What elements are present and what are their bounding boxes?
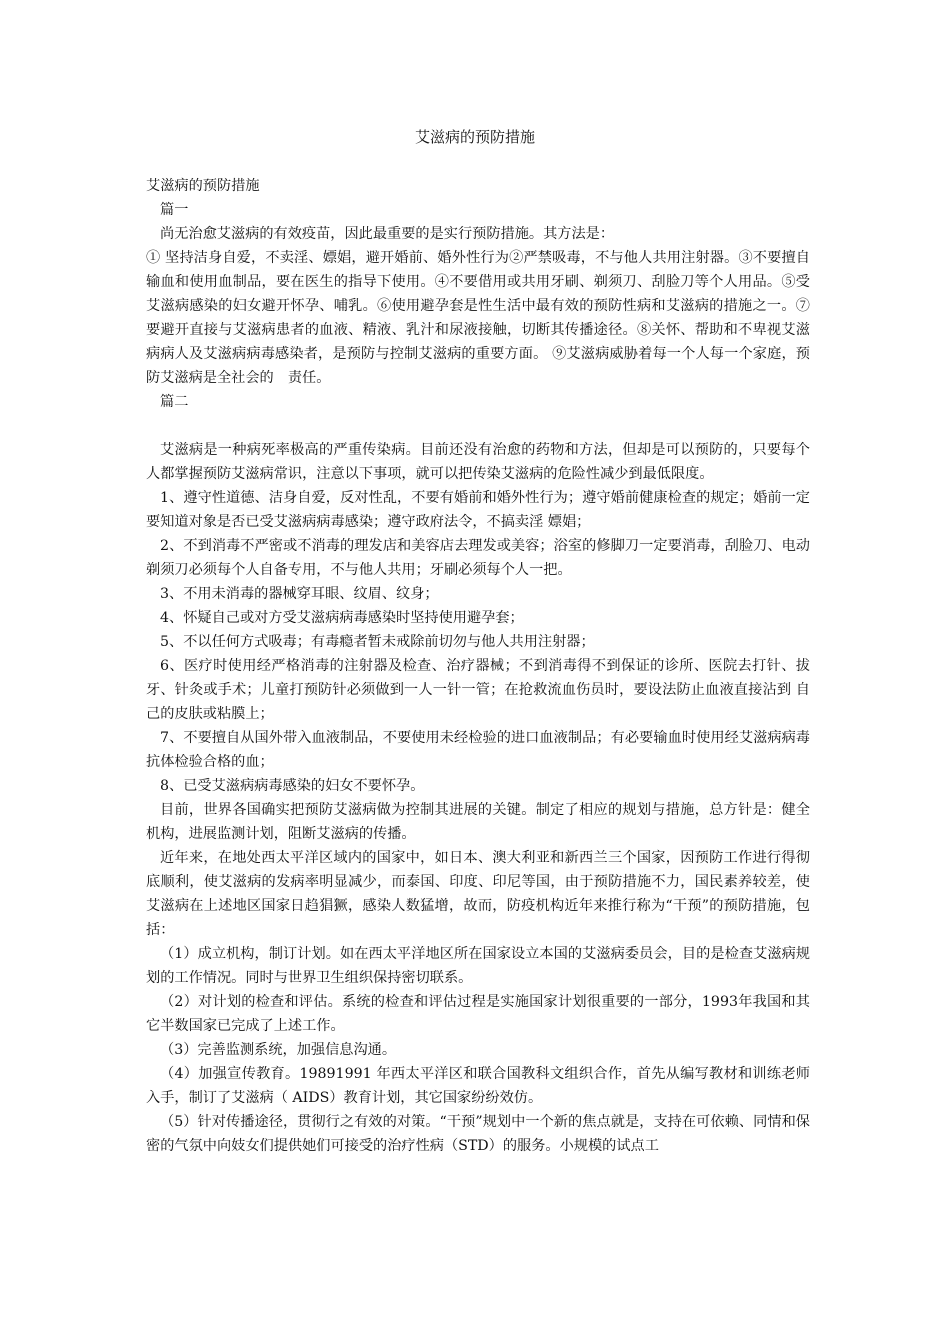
part1-heading: 篇一 (160, 202, 189, 218)
part2-heading: 篇二 (160, 394, 189, 410)
subtitle: 艾滋病的预防措施 (146, 178, 260, 194)
part1-intro: 尚无治愈艾滋病的有效疫苗，因此最重要的是实行预防措施。其方法是： (160, 226, 615, 242)
list-item: 8、已受艾滋病病毒感染的妇女不要怀孕。 (160, 778, 425, 794)
document-body (146, 174, 810, 1158)
measure-item: （2）对计划的检查和评估。系统的检查和评估过程是实施国家计划很重要的一部分，1993年我国和其它半数国家已完成了上述工作。 (146, 994, 810, 1034)
measure-item: （4）加强宣传教育。19891991 年西太平洋区和联合国教科文组织合作，首先从编写教材和训练老师入手，制订了艾滋病（ AIDS）教育计划，其它国家纷纷效仿。 (146, 1066, 810, 1106)
recent-paragraph: 近年来，在地处西太平洋区域内的国家中，如日本、澳大利亚和新西兰三个国家，因预防工作进行得彻底顺利，使艾滋病的发病率明显减少，而泰国、印度、印尼等国，由于预防措施不力，国民素养较差，使艾滋病在上述地区国家日趋猖獗，感染人数猛增，故而，防疫机构近年来推行称为“干预”的预防措施，包括： (146, 850, 810, 938)
list-item: 1、遵守性道德、洁身自爱，反对性乱，不要有婚前和婚外性行为；遵守婚前健康检查的规定；婚前一定要知道对象是否已受艾滋病病毒感染；遵守政府法令，不搞卖淫 嫖娼； (146, 490, 810, 530)
measure-item: （5）针对传播途径，贯彻行之有效的对策。“干预”规划中一个新的焦点就是，支持在可依赖、同情和保密的气氛中向妓女们提供她们可接受的治疗性病（STD）的服务。小规模的试点工 (146, 1114, 810, 1154)
list-item: 6、医疗时使用经严格消毒的注射器及检查、治疗器械；不到消毒得不到保证的诊所、医院去打针、拔牙、针灸或手术；儿童打预防针必须做到一人一针一管；在抢救流血伤员时，要设法防止血液直接沾到 自己的皮肤或粘膜上； (146, 658, 810, 722)
part2-intro: 艾滋病是一种病死率极高的严重传染病。目前还没有治愈的药物和方法，但却是可以预防的，只要每个人都掌握预防艾滋病常识，注意以下事项，就可以把传染艾滋病的危险性减少到最低限度。 (146, 442, 810, 482)
blank-line (146, 414, 810, 438)
list-item: 7、不要擅自从国外带入血液制品，不要使用未经检验的进口血液制品；有必要输血时使用经艾滋病病毒抗体检验合格的血； (146, 730, 810, 770)
list-item: 3、不用未消毒的器械穿耳眼、纹眉、纹身； (160, 586, 439, 602)
list-item: 5、不以任何方式吸毒；有毒瘾者暂未戒除前切勿与他人共用注射器； (160, 634, 595, 650)
list-item: 4、怀疑自己或对方受艾滋病病毒感染时坚持使用避孕套； (160, 610, 524, 626)
list-item: 2、不到消毒不严密或不消毒的理发店和美容店去理发或美容；浴室的修脚刀一定要消毒，刮脸刀、电动剃须刀必须每个人自备专用，不与他人共用；牙刷必须每个人一把。 (146, 538, 810, 578)
measure-item: （1）成立机构，制订计划。如在西太平洋地区所在国家设立本国的艾滋病委员会，目的是检查艾滋病规划的工作情况。同时与世界卫生组织保持密切联系。 (146, 946, 810, 986)
measure-item: （3）完善监测系统，加强信息沟通。 (160, 1042, 397, 1058)
document-title: 艾滋病的预防措施 (414, 128, 535, 146)
policy-paragraph: 目前，世界各国确实把预防艾滋病做为控制其进展的关键。制定了相应的规划与措施，总方针是：健全机构，进展监测计划，阻断艾滋病的传播。 (146, 802, 810, 842)
part1-body: ① 坚持洁身自爱，不卖淫、嫖娼，避开婚前、婚外性行为②严禁吸毒，不与他人共用注射器。③不要擅自输血和使用血制品，要在医生的指导下使用。④不要借用或共用牙刷、剃须刀、刮脸刀等个人用品。⑤受艾滋病感染的妇女避开怀孕、哺乳。⑥使用避孕套是性生活中最有效的预防性病和艾滋病的措施之一。⑦要避开直接与艾滋病患者的血液、精液、乳汁和尿液接触，切断其传播途径。⑧关怀、帮助和不卑视艾滋病病人及艾滋病病毒感染者，是预防与控制艾滋病的重要方面。 ⑨艾滋病威胁着每一个人每一个家庭，预防艾滋病是全社会的 责任。 (146, 250, 810, 386)
